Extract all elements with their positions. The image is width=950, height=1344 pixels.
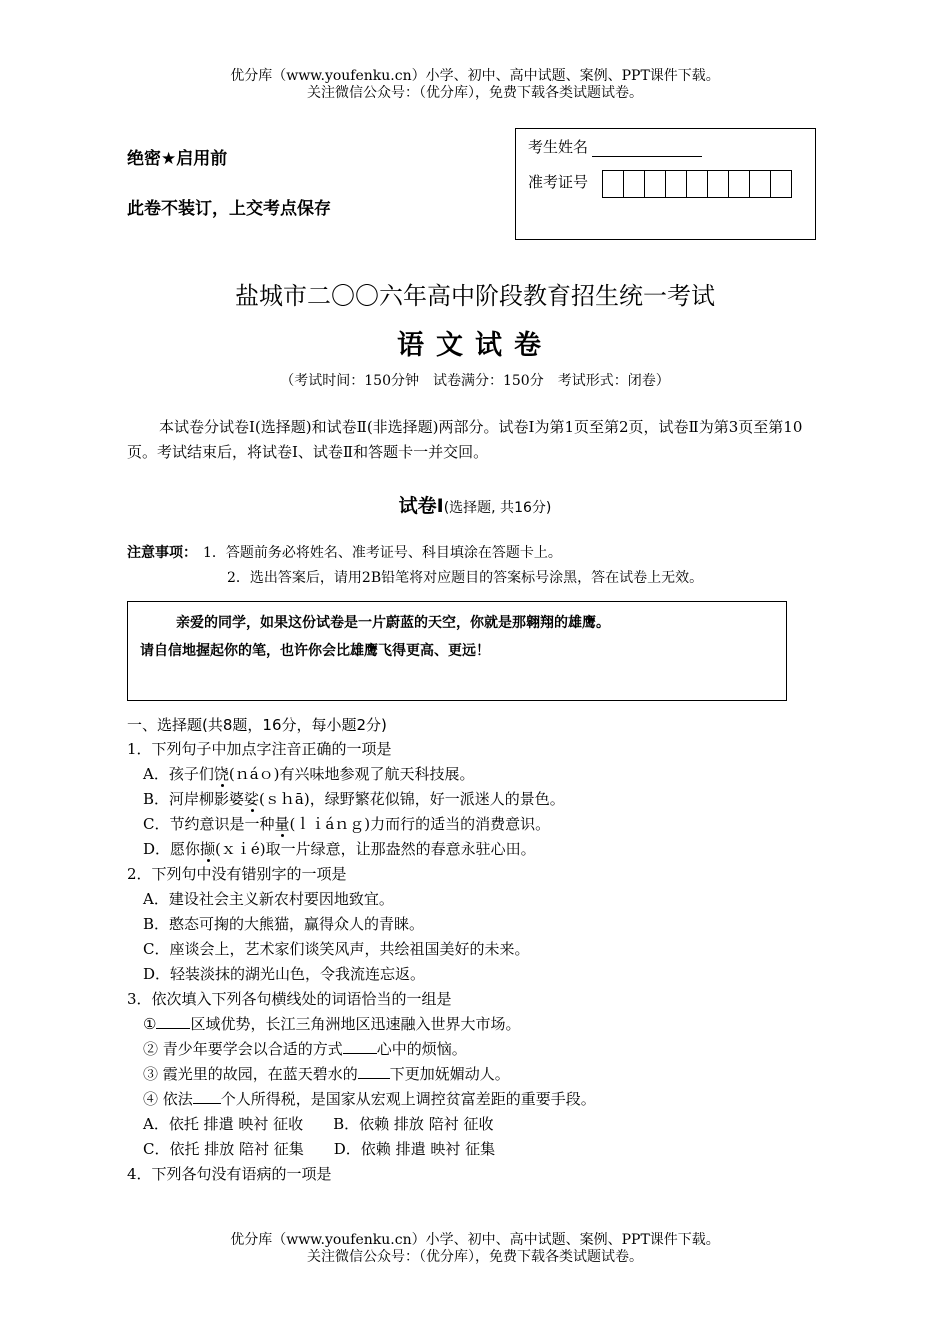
q1-stem: 1．下列句子中加点字注音正确的一项是 <box>127 740 392 758</box>
q3-stem: 3．依次填入下列各句横线处的词语恰当的一组是 <box>127 990 452 1008</box>
q3-s2-pre: ② 青少年要学会以合适的方式 <box>143 1040 343 1058</box>
q1-option-a <box>127 762 596 787</box>
q2-option-d: D．轻装淡抹的湖光山色，令我流连忘返。 <box>143 965 426 983</box>
id-cell[interactable] <box>665 170 687 198</box>
q1-a-post: (ｎáｏ)有兴味地参观了航天科技展。 <box>228 765 475 783</box>
q1-a-dotted: 饶 <box>213 765 229 783</box>
name-row <box>528 136 702 157</box>
secret-mark: 绝密★启用前 <box>127 149 228 169</box>
keep-notice: 此卷不装订，上交考点保存 <box>127 199 331 219</box>
q2-option-b: B．憨态可掬的大熊猫，赢得众人的青睐。 <box>143 915 425 933</box>
section-heading <box>0 491 950 518</box>
q2-stem: 2．下列句中没有错别字的一项是 <box>127 865 347 883</box>
q1-option-d <box>127 837 596 862</box>
notes-label-text: 注意事项： <box>127 545 197 561</box>
section-title: 试卷Ⅰ <box>398 495 444 517</box>
intro-paragraph: 本试卷分试卷Ⅰ(选择题)和试卷Ⅱ(非选择题)两部分。试卷Ⅰ为第1页至第2页，试卷Ⅱ为第3页至第10页。考试结束后，将试卷Ⅰ、试卷Ⅱ和答题卡一并交回。 <box>127 418 803 461</box>
question-1 <box>127 737 596 1187</box>
q2-option-a: A．建设社会主义新农村要因地致宜。 <box>143 890 394 908</box>
section-detail: (选择题, 共16分) <box>443 500 552 516</box>
id-cell[interactable] <box>686 170 708 198</box>
q1-c-dotted: 量 <box>274 815 290 833</box>
exam-info: （考试时间：150分钟 试卷满分：150分 考试形式：闭卷） <box>280 373 670 389</box>
exam-title: 盐城市二〇〇六年高中阶段教育招生统一考试 <box>235 282 715 310</box>
footer-line-2: 关注微信公众号：（优分库），免费下载各类试题试卷。 <box>307 1249 643 1265</box>
message-line-1: 亲爱的同学，如果这份试卷是一片蔚蓝的天空，你就是那翱翔的雄鹰。 <box>176 615 610 631</box>
q1-b-pre: B．河岸柳影婆 <box>143 790 245 808</box>
name-field[interactable] <box>592 140 702 157</box>
id-cell[interactable] <box>728 170 750 198</box>
header-line-2: 关注微信公众号：（优分库），免费下载各类试题试卷。 <box>307 85 643 101</box>
candidate-info-box <box>515 128 816 240</box>
q1-b-post: (ｓｈā)，绿野繁花似锦，好一派迷人的景色。 <box>259 790 565 808</box>
q1-option-c <box>127 812 596 837</box>
q4-stem: 4．下列各句没有语病的一项是 <box>127 1165 332 1183</box>
q1-c-pre: C．节约意识是一种 <box>143 815 275 833</box>
q3-sentence-4 <box>127 1087 596 1112</box>
notes-label <box>127 542 562 562</box>
q3-blank-3[interactable] <box>358 1064 390 1079</box>
encouragement-box <box>127 601 787 701</box>
q3-s4-pre: ④ 依法 <box>143 1090 193 1108</box>
q1-c-post: (ｌｉáｎｇ)力而行的适当的消费意识。 <box>289 815 551 833</box>
id-label: 准考证号 <box>528 173 589 191</box>
q3-sentence-1 <box>127 1012 596 1037</box>
footer-line-1: 优分库（www.youfenku.cn）小学、初中、高中试题、案例、PPT课件下载。 <box>230 1232 720 1248</box>
q1-b-dotted: 娑 <box>244 790 260 808</box>
id-cell[interactable] <box>770 170 792 198</box>
name-label: 考生姓名 <box>528 138 589 156</box>
id-number-grid[interactable] <box>602 170 791 198</box>
q3-sentence-3 <box>127 1062 596 1087</box>
q3-blank-1[interactable] <box>156 1014 190 1029</box>
id-cell[interactable] <box>644 170 666 198</box>
q3-s2-post: 心中的烦恼。 <box>376 1040 467 1058</box>
q1-d-pre: D．愿你 <box>143 840 201 858</box>
q3-s3-post: 下更加妩媚动人。 <box>389 1065 510 1083</box>
q1-d-dotted: 撷 <box>200 840 216 858</box>
q3-s4-post: 个人所得税，是国家从宏观上调控贫富差距的重要手段。 <box>220 1090 596 1108</box>
id-cell[interactable] <box>707 170 729 198</box>
message-line-2: 请自信地握起你的笔，也许你会比雄鹰飞得更高、更远！ <box>140 643 490 659</box>
q3-s1-pre: ① <box>143 1015 157 1033</box>
q3-options-ab: A．依托 排遣 映衬 征收 B．依赖 排放 陪衬 征收 <box>143 1115 494 1133</box>
header-line-1: 优分库（www.youfenku.cn）小学、初中、高中试题、案例、PPT课件下载。 <box>230 68 720 84</box>
q3-s1-post: 区域优势，长江三角洲地区迅速融入世界大市场。 <box>190 1015 521 1033</box>
page-header <box>0 68 950 102</box>
id-cell[interactable] <box>749 170 771 198</box>
subject-title: 语文试卷 <box>397 330 553 361</box>
q3-sentence-2 <box>127 1037 596 1062</box>
q1-option-b <box>127 787 596 812</box>
q2-option-c: C．座谈会上，艺术家们谈笑风声，共绘祖国美好的未来。 <box>143 940 530 958</box>
q3-blank-2[interactable] <box>343 1039 377 1054</box>
q1-d-post: (ｘｉé)取一片绿意，让那盎然的春意永驻心田。 <box>215 840 536 858</box>
q3-options-cd: C．依托 排放 陪衬 征集 D．依赖 排遣 映衬 征集 <box>143 1140 496 1158</box>
id-cell[interactable] <box>623 170 645 198</box>
q3-s3-pre: ③ 霞光里的故园，在蓝天碧水的 <box>143 1065 358 1083</box>
id-cell[interactable] <box>602 170 624 198</box>
note-item-2: 2．选出答案后，请用2B铅笔将对应题目的答案标号涂黑，答在试卷上无效。 <box>227 570 704 586</box>
note-item-1: 1．答题前务必将姓名、准考证号、科目填涂在答题卡上。 <box>203 545 562 561</box>
part-1-heading: 一、选择题(共8题，16分，每小题2分) <box>127 716 387 734</box>
q3-blank-4[interactable] <box>193 1089 221 1104</box>
q1-a-pre: A．孩子们 <box>143 765 214 783</box>
page-footer <box>0 1232 950 1266</box>
